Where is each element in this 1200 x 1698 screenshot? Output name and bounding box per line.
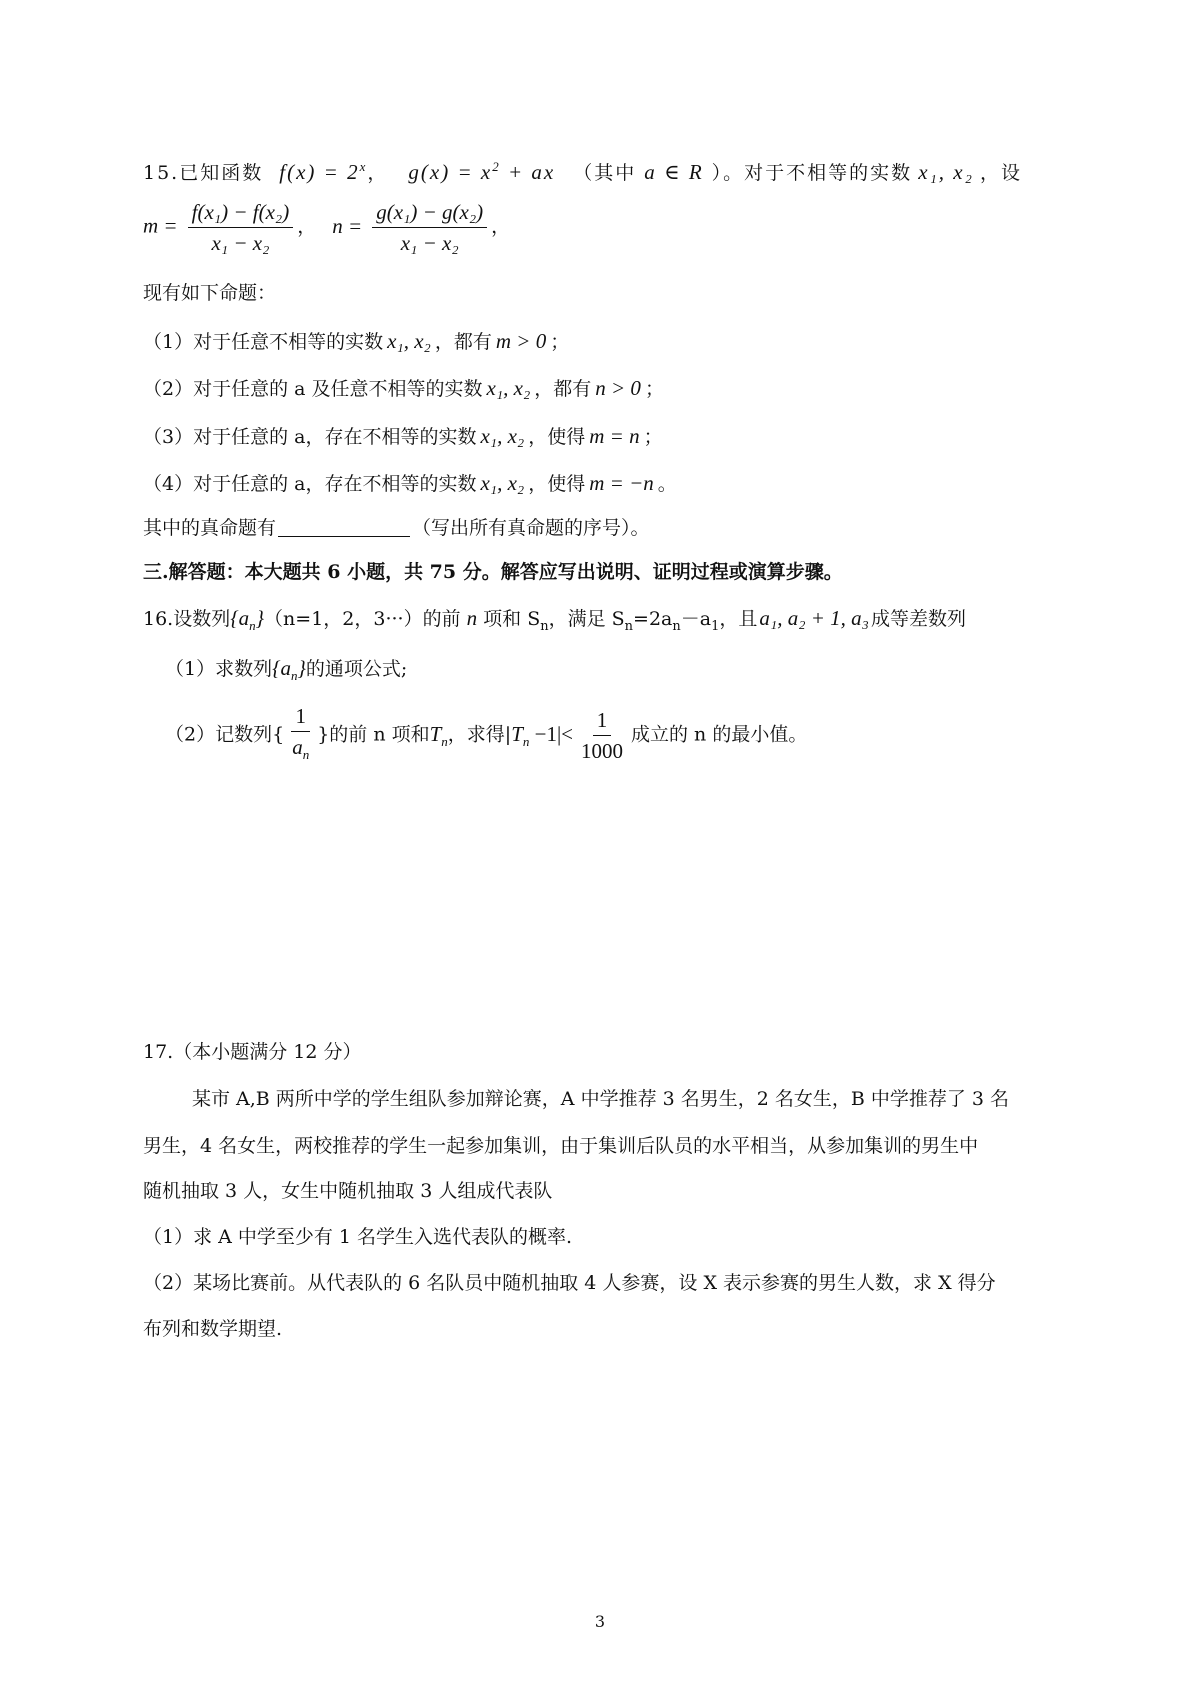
q15-intro: 现有如下命题： xyxy=(143,282,277,304)
threshold-fraction: $\frac{1}{1000}$ xyxy=(581,708,624,764)
n-fraction: $\frac{\text{g(x₁) − g(x₂)}}{\text{x₁ − x₂}}$ xyxy=(372,200,487,255)
reciprocal-fraction: $\frac{1}{a_n}$ xyxy=(292,704,310,763)
q17-body-line1: 某市 A,B 两所中学的学生组队参加辩论赛，A 中学推荐 3 名男生，2 名女生，B 中学推荐了 3 名 xyxy=(192,1088,1010,1110)
section-3-header: 三.解答题：本大题共 6 小题，共 75 分。解答应写出说明、证明过程或演算步骤。 xyxy=(143,561,843,583)
q15-definitions: m = $\frac{\text{f(x₁) − f(x₂)}}{\text{x₁ − x₂}}$ ， n = $\frac{\text{g(x₁) − g(x₂)}}{\text{x₁ − x₂}}$ ， xyxy=(143,200,511,255)
q16-part1: （1）求数列$\{a_n\}$的通项公式; xyxy=(165,656,408,684)
q16-part2: （2）记数列{ $\frac{1}{a_n}$ }的前 n 项和$T_n$，求得$|T_n -1|<$ $\frac{1}{1000}$ 成立的 n 的最小值。 xyxy=(165,704,807,767)
q15-number: 15. xyxy=(143,162,180,184)
q15-proposition-3: （3）对于任意的 a，存在不相等的实数 x₁, x₂ ，使得 m = n ； xyxy=(143,424,663,448)
q17-header: 17.（本小题满分 12 分） xyxy=(143,1041,362,1063)
m-fraction: $\frac{\text{f(x₁) − f(x₂)}}{\text{x₁ − x₂}}$ xyxy=(188,200,294,255)
q15-line1: 15.已知函数 $f(x) = 2^x$， $g(x) = x^2$ + ax （其中 a ∈ R ）。对于不相等的实数 x₁, x₂ ，设 xyxy=(143,159,1022,184)
q17-part2-line2: 布列和数学期望. xyxy=(143,1318,283,1340)
q17-part1: （1）求 A 中学至少有 1 名学生入选代表队的概率. xyxy=(143,1226,573,1248)
q17-part2-line1: （2）某场比赛前。从代表队的 6 名队员中随机抽取 4 人参赛，设 X 表示参赛的男生人数，求 X 得分 xyxy=(143,1272,996,1294)
q15-proposition-2: （2）对于任意的 a 及任意不相等的实数 x₁, x₂ ，都有 n > 0 ； xyxy=(143,376,664,400)
answer-blank[interactable] xyxy=(278,516,410,537)
page-number: 3 xyxy=(594,1612,606,1631)
q16-line1: 16.设数列$\{a_n\}(n=1$，2，3···）的前 n 项和 $S_n$，满足 $S_n=2a_n-a_1$，且a₁, a₂ + 1, a₃ 成等差数列 xyxy=(143,606,966,634)
q17-body-line3: 随机抽取 3 人，女生中随机抽取 3 人组成代表队 xyxy=(143,1180,553,1202)
q15-proposition-1: （1）对于任意不相等的实数 x₁, x₂ ，都有 m > 0 ； xyxy=(143,329,570,353)
g-definition: g(x) = x xyxy=(408,160,493,184)
q15-answer-line: 其中的真命题有 （写出所有真命题的序号）。 xyxy=(143,517,650,539)
q17-body-line2: 男生，4 名女生，两校推荐的学生一起参加集训，由于集训后队员的水平相当，从参加集训的男生中 xyxy=(143,1135,979,1157)
f-definition: f(x) = 2 xyxy=(279,160,360,184)
q15-proposition-4: （4）对于任意的 a，存在不相等的实数 x₁, x₂ ，使得 m = −n 。 xyxy=(143,471,677,495)
